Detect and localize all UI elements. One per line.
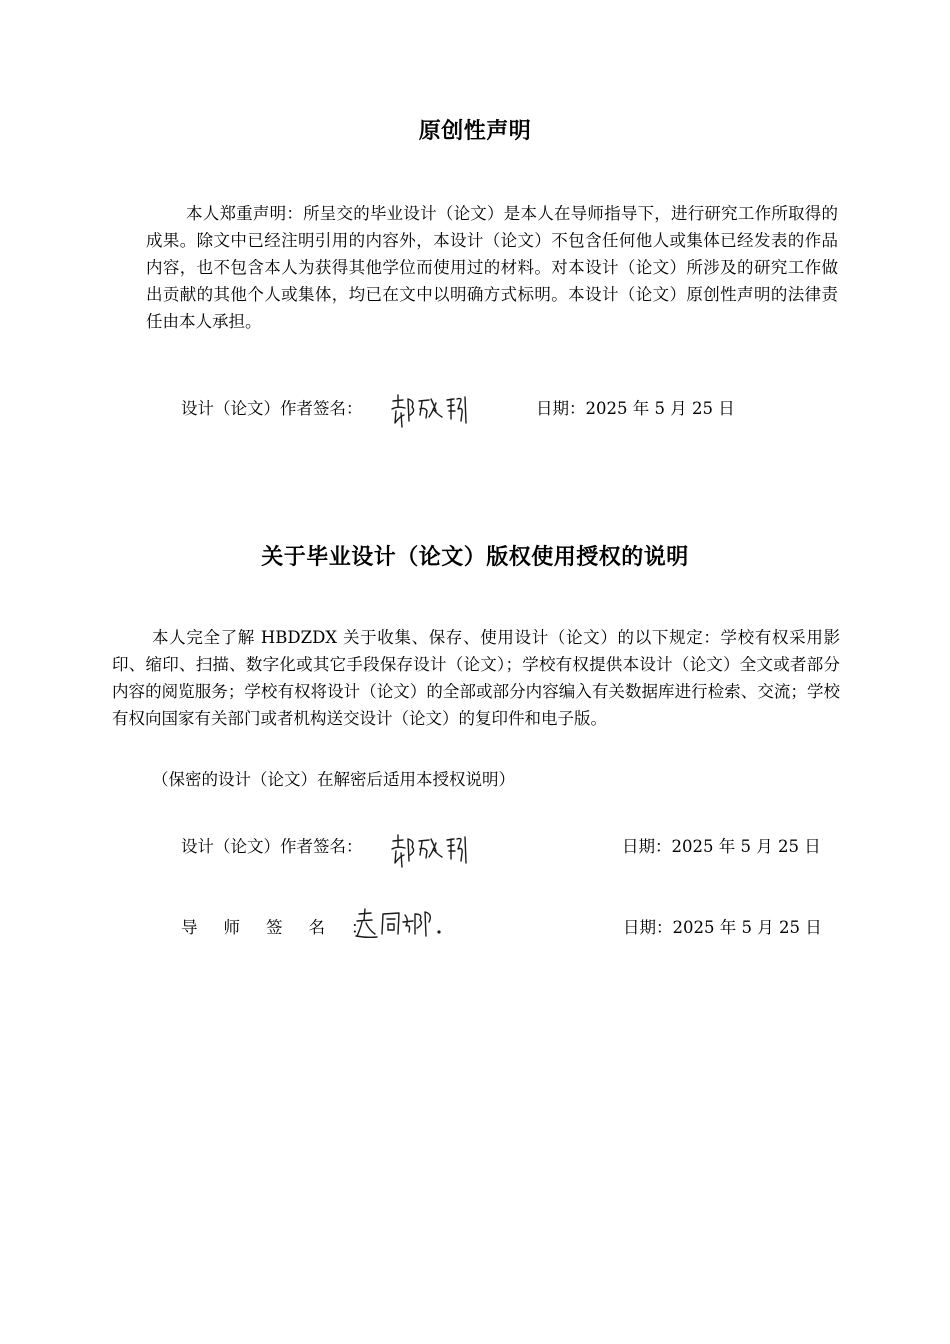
advisor-signature-image [353, 906, 445, 946]
statement-signature-row [181, 397, 781, 437]
license-title: 关于毕业设计（论文）版权使用授权的说明 [261, 545, 689, 570]
statement-body: 本人郑重声明：所呈交的毕业设计（论文）是本人在导师指导下，进行研究工作所取得的成果。除文中已经注明引用的内容外，本设计（论文）不包含任何他人或集体已经发表的作品内容，也不包含本人为获得其他学位而使用过的材料。对本设计（论文）所涉及的研究工作做出贡献的其他个人或集体，均已在文中以明确方式标明。本设计（论文）原创性声明的法律责任由本人承担。 [146, 204, 838, 331]
author-signature-label: 设计（论文）作者签名： [181, 837, 363, 856]
author-date: 日期：2025 年 5 月 25 日 [622, 837, 821, 856]
author-signature-image [389, 391, 481, 431]
license-advisor-row [181, 916, 841, 956]
author-signature-image [389, 831, 481, 871]
statement-date: 日期：2025 年 5 月 25 日 [536, 399, 735, 418]
license-body: 本人完全了解 HBDZDX 关于收集、保存、使用设计（论文）的以下规定：学校有权采用影印、缩印、扫描、数字化或其它手段保存设计（论文）；学校有权提供本设计（论文）全文或者部分内容的阅览服务；学校有权将设计（论文）的全部或部分内容编入有关数据库进行检索、交流；学校有权向国家有关部门或者机构送交设计（论文）的复印件和电子版。 [112, 628, 840, 728]
statement-title: 原创性声明 [418, 119, 532, 144]
author-signature-label: 设计（论文）作者签名： [181, 399, 363, 418]
license-note: （保密的设计（论文）在解密后适用本授权说明） [152, 770, 515, 789]
license-author-row [181, 835, 841, 875]
advisor-signature-label: 导师签名： [181, 918, 368, 937]
advisor-date: 日期：2025 年 5 月 25 日 [623, 918, 822, 937]
